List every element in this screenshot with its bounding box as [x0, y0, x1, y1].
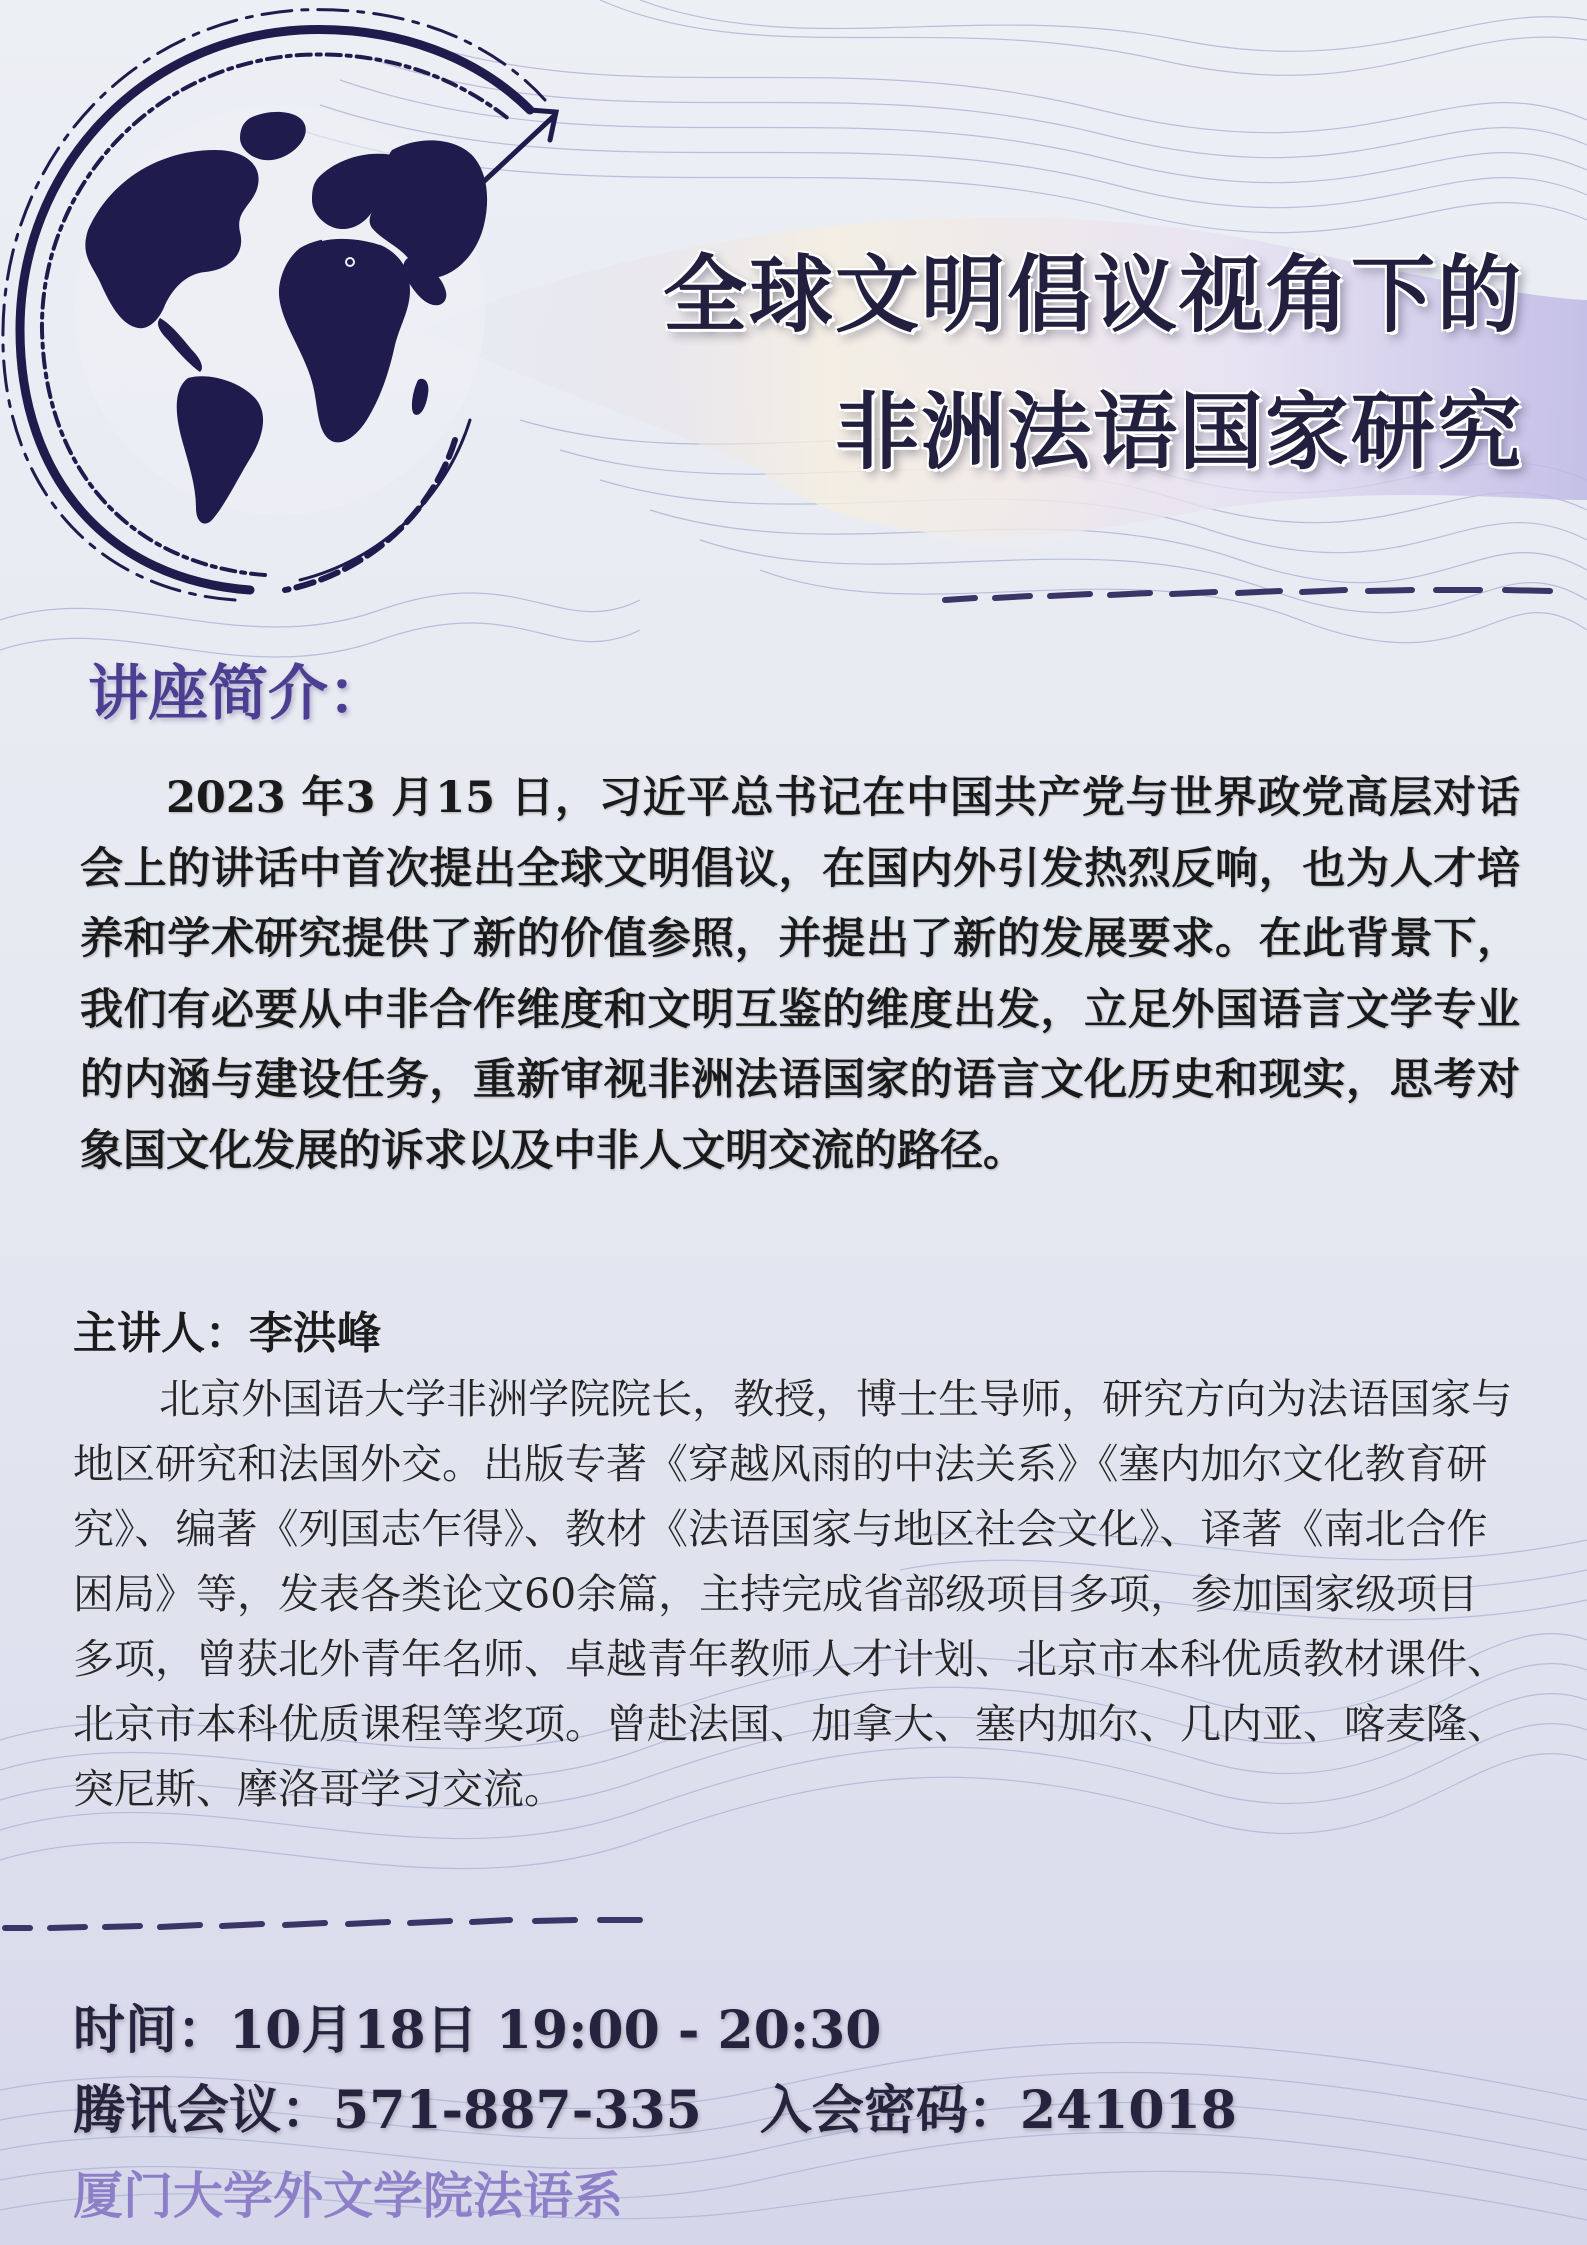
event-meeting: [73, 2068, 1237, 2143]
speaker-line: [73, 1297, 381, 1361]
speaker-name: 李洪峰: [249, 1308, 381, 1359]
password-label: 入会密码：: [759, 2080, 1020, 2141]
event-time: [73, 1988, 881, 2063]
arrow-icon: [480, 110, 556, 185]
meeting-password: 241018: [1019, 2080, 1237, 2141]
intro-paragraph: 2023 年3 月15 日，习近平总书记在中国共产党与世界政党高层对话会上的讲话中首次提出全球文明倡议，在国内外引发热烈反响，也为人才培养和学术研究提供了新的价值参照，并提出了新的发展要求。在此背景下，我们有必要从中非合作维度和文明互鉴的维度出发，立足外国语言文学专业的内涵与建设任务，重新审视非洲法语国家的语言文化历史和现实，思考对象国文化发展的诉求以及中非人文明交流的路径。: [80, 773, 1520, 1176]
intro-heading: 讲座简介：: [88, 659, 388, 729]
organizer: 厦门大学外文学院法语系: [73, 2166, 623, 2225]
time-value: 10月18日 19:00 - 20:30: [229, 2000, 882, 2061]
meeting-label: 腾讯会议：: [73, 2080, 334, 2141]
globe-icon: [0, 0, 570, 610]
time-label: 时间：: [73, 2000, 230, 2061]
page-title-line-2: 非洲法语国家研究: [834, 382, 1523, 481]
page-title-line-1: 全球文明倡议视角下的: [662, 245, 1523, 344]
meeting-id: 571-887-335: [333, 2080, 702, 2141]
speaker-bio: 北京外国语大学非洲学院院长，教授，博士生导师，研究方向为法语国家与地区研究和法国外交。出版专著《穿越风雨的中法关系》《塞内加尔文化教育研究》、编著《列国志乍得》、教材《法语国家与地区社会文化》、译著《南北合作困局》等，发表各类论文60余篇，主持完成省部级项目多项，参加国家级项目多项，曾获北外青年名师、卓越青年教师人才计划、北京市本科优质教材课件、北京市本科优质课程等奖项。曾赴法国、加拿大、塞内加尔、几内亚、喀麦隆、突尼斯、摩洛哥学习交流。: [73, 1375, 1513, 1813]
speaker-label: 主讲人：: [73, 1308, 249, 1359]
